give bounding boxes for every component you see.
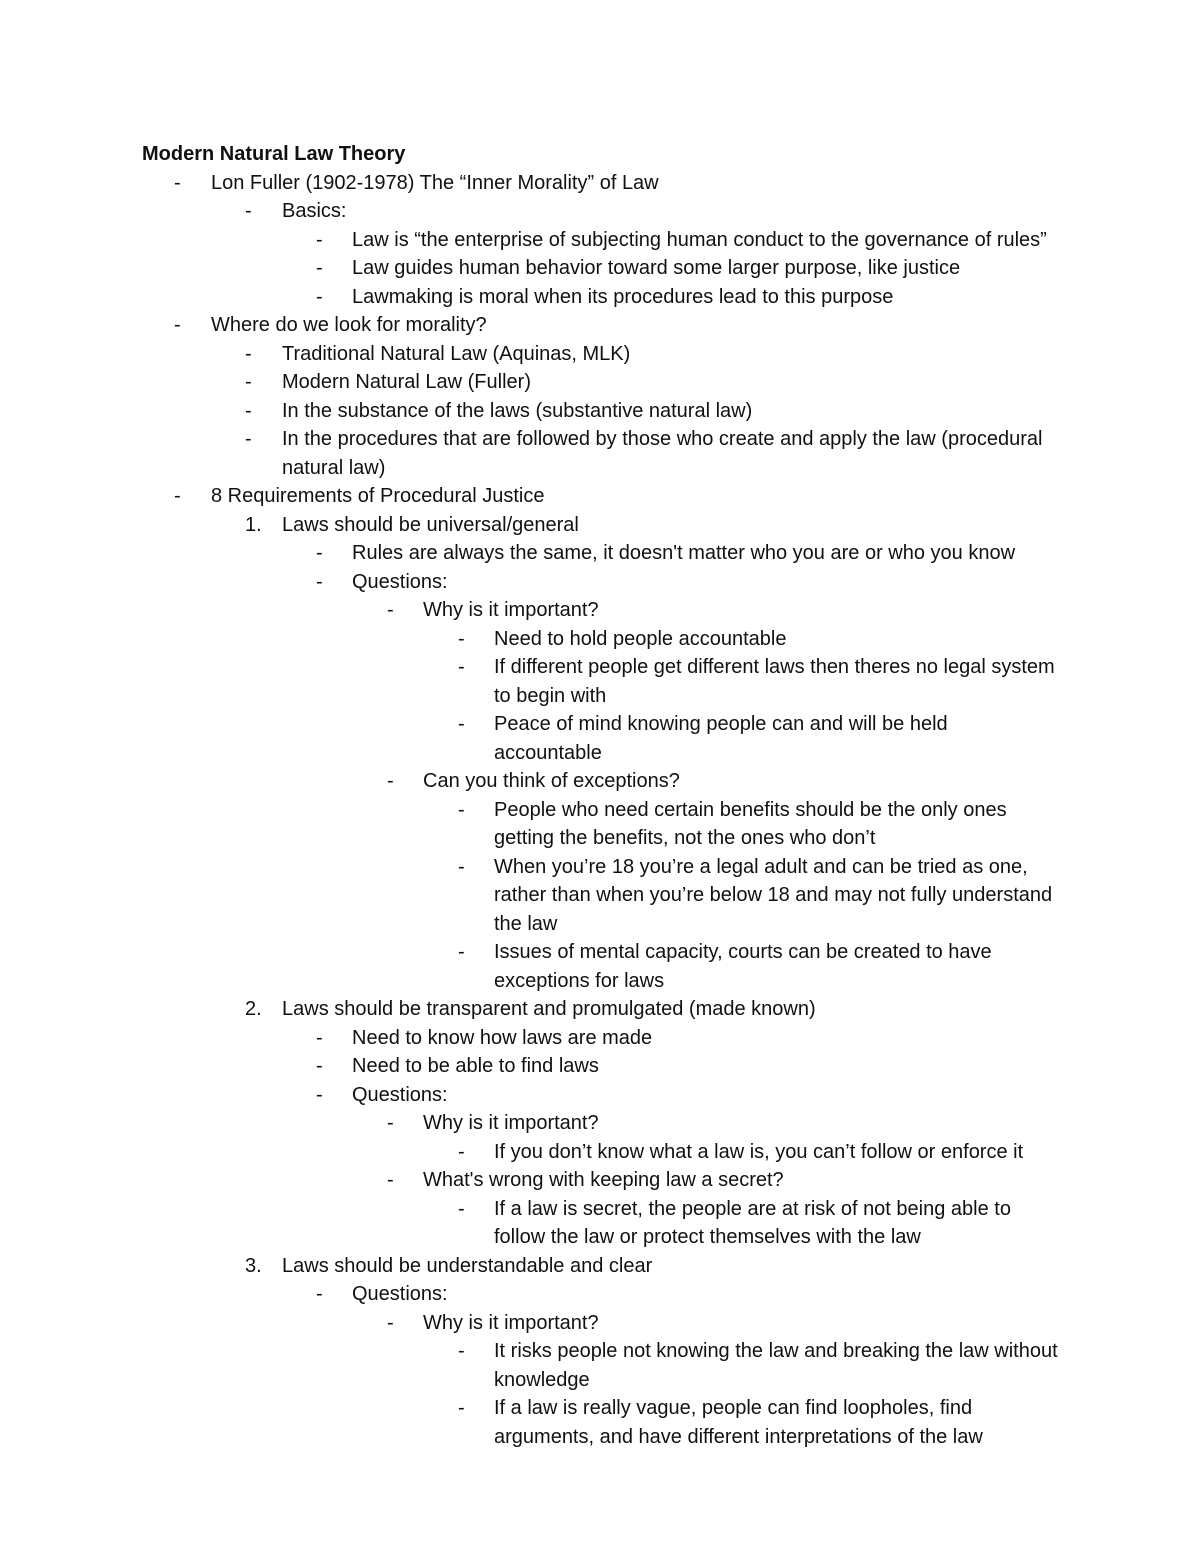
list-dash-marker: - bbox=[174, 171, 181, 194]
list-dash-marker: - bbox=[458, 656, 465, 678]
outline-item bbox=[0, 1337, 1200, 1394]
list-dash-marker: - bbox=[458, 1140, 465, 1163]
outline-item-text: Need to hold people accountable bbox=[494, 627, 787, 650]
list-dash-marker: - bbox=[316, 1283, 323, 1305]
outline-item bbox=[0, 767, 1200, 796]
list-dash-marker: - bbox=[174, 485, 181, 507]
outline-item bbox=[0, 226, 1200, 255]
outline-item-text: Need to be able to find laws bbox=[352, 1055, 599, 1077]
list-dash-marker: - bbox=[316, 285, 323, 308]
outline-item-text: In the substance of the laws (substantive natural law) bbox=[282, 399, 753, 422]
outline-item bbox=[0, 511, 1200, 540]
list-dash-marker: - bbox=[316, 570, 323, 593]
outline-item-text: Why is it important? bbox=[423, 1112, 599, 1134]
list-dash-marker: - bbox=[458, 941, 465, 963]
outline-item-text: Laws should be understandable and clear bbox=[282, 1254, 653, 1277]
list-dash-marker: - bbox=[458, 855, 465, 878]
outline-item bbox=[0, 311, 1200, 340]
outline-item-text: Modern Natural Law (Fuller) bbox=[282, 371, 531, 393]
outline-item-text: When you’re 18 you’re a legal adult and can be tried as one, rather than when you’re below 18 and may not fully understand the law bbox=[494, 855, 1053, 935]
outline-item bbox=[0, 710, 1200, 767]
outline-item-text: If a law is really vague, people can find loopholes, find arguments, and have different interpretations of the law bbox=[494, 1397, 983, 1448]
outline-item-text: In the procedures that are followed by those who create and apply the law (procedural natural law) bbox=[282, 428, 1043, 479]
outline-item-text: If you don’t know what a law is, you can’t follow or enforce it bbox=[494, 1140, 1024, 1163]
list-dash-marker: - bbox=[387, 1311, 394, 1334]
list-dash-marker: - bbox=[458, 1197, 465, 1220]
list-dash-marker: - bbox=[458, 1340, 465, 1362]
outline-item-text: 8 Requirements of Procedural Justice bbox=[211, 485, 545, 507]
list-dash-marker: - bbox=[458, 713, 465, 735]
outline-item bbox=[0, 653, 1200, 710]
outline-item-text: Lon Fuller (1902-1978) The “Inner Morality” of Law bbox=[211, 171, 659, 194]
outline-item-text: People who need certain benefits should be the only ones getting the benefits, not the ones who don’t bbox=[494, 798, 1007, 849]
list-dash-marker: - bbox=[245, 371, 252, 393]
outline-item bbox=[0, 368, 1200, 397]
outline-item bbox=[0, 796, 1200, 853]
outline-item bbox=[0, 539, 1200, 568]
outline-item-text: Questions: bbox=[352, 1283, 448, 1305]
outline-item bbox=[0, 853, 1200, 939]
list-dash-marker: - bbox=[387, 1112, 394, 1134]
outline-item bbox=[0, 1138, 1200, 1167]
outline-item-text: Laws should be universal/general bbox=[282, 513, 579, 536]
outline-item bbox=[0, 169, 1200, 198]
outline-item bbox=[0, 995, 1200, 1024]
list-number-marker: 3. bbox=[245, 1254, 262, 1277]
outline-item bbox=[0, 340, 1200, 369]
outline-item bbox=[0, 197, 1200, 226]
outline-item bbox=[0, 596, 1200, 625]
document-title: Modern Natural Law Theory bbox=[142, 143, 406, 165]
outline-item-text: Peace of mind knowing people can and will be held accountable bbox=[494, 713, 948, 764]
outline-item-text: Laws should be transparent and promulgated (made known) bbox=[282, 998, 816, 1020]
outline-item bbox=[0, 1109, 1200, 1138]
outline-item bbox=[0, 254, 1200, 283]
list-dash-marker: - bbox=[316, 1055, 323, 1077]
outline-item bbox=[0, 1024, 1200, 1053]
outline-item-text: If a law is secret, the people are at risk of not being able to follow the law or protect themselves with the law bbox=[494, 1197, 1011, 1248]
outline-item bbox=[0, 625, 1200, 654]
list-dash-marker: - bbox=[245, 342, 252, 365]
list-dash-marker: - bbox=[316, 542, 323, 564]
list-dash-marker: - bbox=[245, 200, 252, 222]
list-dash-marker: - bbox=[245, 428, 252, 450]
list-dash-marker: - bbox=[458, 1397, 465, 1419]
list-dash-marker: - bbox=[458, 627, 465, 650]
outline-item-text: Rules are always the same, it doesn't matter who you are or who you know bbox=[352, 542, 1016, 564]
outline-item-text: If different people get different laws then theres no legal system to begin with bbox=[494, 656, 1055, 707]
list-dash-marker: - bbox=[245, 399, 252, 422]
outline-item-text: It risks people not knowing the law and breaking the law without knowledge bbox=[494, 1340, 1058, 1391]
outline-item-text: Questions: bbox=[352, 570, 448, 593]
outline-item bbox=[0, 482, 1200, 511]
outline-list bbox=[0, 169, 1200, 1452]
outline-item-text: Issues of mental capacity, courts can be created to have exceptions for laws bbox=[494, 941, 992, 992]
outline-item-text: Where do we look for morality? bbox=[211, 314, 487, 336]
outline-item-text: Need to know how laws are made bbox=[352, 1026, 653, 1049]
outline-item-text: What's wrong with keeping law a secret? bbox=[423, 1169, 784, 1191]
list-number-marker: 2. bbox=[245, 998, 262, 1020]
outline-item-text: Can you think of exceptions? bbox=[423, 770, 680, 792]
outline-item bbox=[0, 1166, 1200, 1195]
outline-item bbox=[0, 397, 1200, 426]
outline-item-text: Lawmaking is moral when its procedures lead to this purpose bbox=[352, 285, 894, 308]
list-dash-marker: - bbox=[174, 314, 181, 336]
outline-item-text: Law guides human behavior toward some larger purpose, like justice bbox=[352, 257, 961, 279]
list-number-marker: 1. bbox=[245, 513, 262, 536]
outline-item bbox=[0, 1394, 1200, 1451]
outline-item-text: Why is it important? bbox=[423, 1311, 599, 1334]
outline-item bbox=[0, 425, 1200, 482]
list-dash-marker: - bbox=[458, 798, 465, 821]
outline-item bbox=[0, 1195, 1200, 1252]
list-dash-marker: - bbox=[316, 228, 323, 251]
outline-item bbox=[0, 938, 1200, 995]
outline-item bbox=[0, 1052, 1200, 1081]
outline-item-text: Basics: bbox=[282, 200, 347, 222]
list-dash-marker: - bbox=[387, 1169, 394, 1191]
outline-item-text: Why is it important? bbox=[423, 599, 599, 621]
outline-item-text: Traditional Natural Law (Aquinas, MLK) bbox=[282, 342, 631, 365]
list-dash-marker: - bbox=[387, 770, 394, 792]
outline-item bbox=[0, 1309, 1200, 1338]
list-dash-marker: - bbox=[316, 1026, 323, 1049]
outline-item bbox=[0, 1252, 1200, 1281]
list-dash-marker: - bbox=[316, 1083, 323, 1106]
outline-item bbox=[0, 1280, 1200, 1309]
list-dash-marker: - bbox=[387, 599, 394, 621]
outline-item-text: Questions: bbox=[352, 1083, 448, 1106]
outline-item bbox=[0, 283, 1200, 312]
outline-item bbox=[0, 1081, 1200, 1110]
outline-item bbox=[0, 568, 1200, 597]
list-dash-marker: - bbox=[316, 257, 323, 279]
outline-item-text: Law is “the enterprise of subjecting human conduct to the governance of rules” bbox=[352, 228, 1047, 251]
